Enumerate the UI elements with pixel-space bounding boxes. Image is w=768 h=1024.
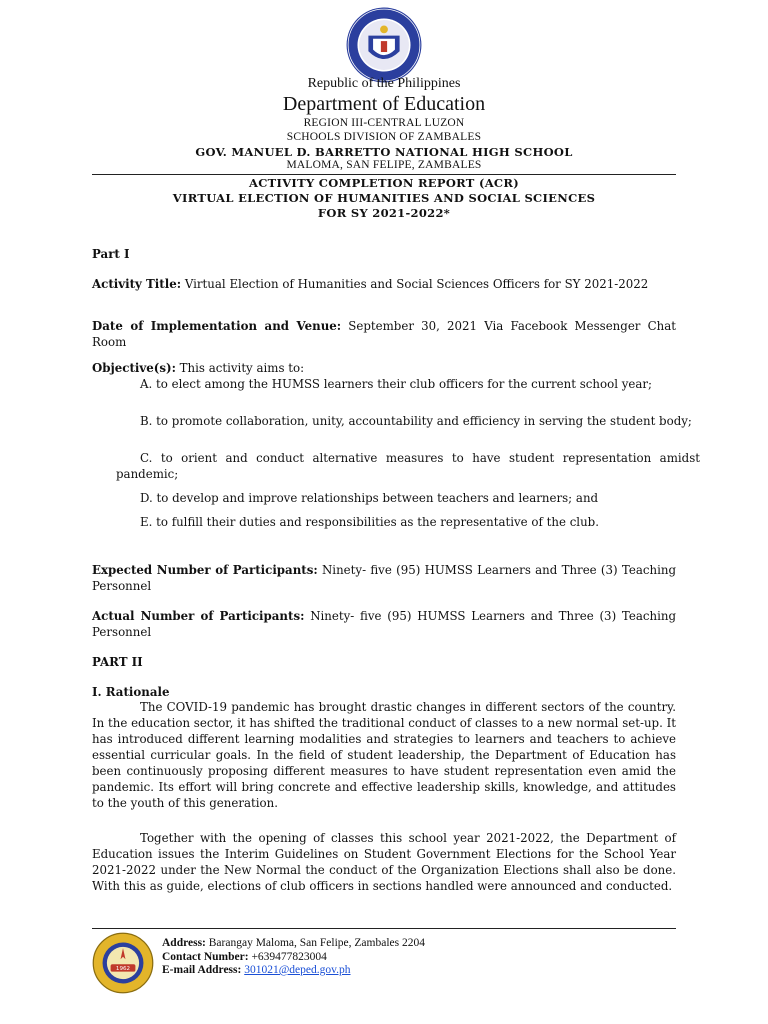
expected-participants: [92, 562, 676, 594]
school-seal-logo: [92, 932, 154, 994]
actual-participants-value: Ninety- five (95) HUMSS Learners and Three (3) Teaching Personnel: [92, 609, 676, 639]
school-seal-year: 1962: [115, 965, 131, 972]
expected-participants-label: Expected Number of Participants:: [92, 563, 318, 577]
footer-email-label: E-mail Address:: [162, 964, 242, 976]
footer-address-label: Address:: [162, 937, 206, 949]
header-divider: [92, 174, 676, 175]
footer-contact-block: [162, 937, 425, 978]
footer-divider: [92, 928, 676, 929]
activity-title: [92, 276, 676, 292]
footer-contact-label: Contact Number:: [162, 950, 249, 963]
report-title: ACTIVITY COMPLETION REPORT (ACR): [249, 176, 519, 190]
division-line: SCHOOLS DIVISION OF ZAMBALES: [286, 131, 482, 143]
school-name: GOV. MANUEL D. BARRETTO NATIONAL HIGH SCHOOL: [195, 145, 573, 159]
date-venue: [92, 318, 676, 350]
objectives-line: [92, 360, 676, 376]
footer-email: [162, 964, 425, 978]
part2-heading: PART II: [92, 655, 143, 669]
objective-item-a: A. to elect among the HUMSS learners their club officers for the current school year;: [140, 377, 653, 391]
objective-item-d: D. to develop and improve relationships between teachers and learners; and: [140, 491, 599, 505]
rationale-paragraph-1: The COVID-19 pandemic has brought drastic changes in different sectors of the country. In the education sector, it has shifted the traditional conduct of classes to a new normal set-up. It has introduced different learning modalities and strategies to learners and teachers to achieve essential curricular goals. In the field of student leadership, the Department of Education has been continuously proposing different measures to have student representation even amid the pandemic. Its effort will bring concrete and effective leadership skills, knowledge, and attitudes to the youth of this generation.: [92, 700, 677, 810]
objective-item-b: B. to promote collaboration, unity, accountability and efficiency in serving the student body;: [140, 414, 692, 428]
deped-seal-logo: [345, 6, 423, 84]
footer-address-value: Barangay Maloma, San Felipe, Zambales 2204: [205, 937, 425, 949]
objectives-label: Objective(s):: [92, 361, 176, 375]
activity-title-label: Activity Title:: [92, 277, 182, 291]
footer-address: [162, 937, 425, 951]
report-subtitle: VIRTUAL ELECTION OF HUMANITIES AND SOCIAL SCIENCES: [172, 191, 596, 205]
footer-contact-value: +639477823004: [248, 950, 327, 963]
part1-heading: Part I: [92, 247, 130, 261]
date-venue-label: Date of Implementation and Venue:: [92, 319, 342, 333]
activity-title-value: Virtual Election of Humanities and Social Sciences Officers for SY 2021-2022: [181, 277, 649, 291]
report-school-year: FOR SY 2021-2022*: [317, 206, 451, 220]
school-address: MALOMA, SAN FELIPE, ZAMBALES: [286, 159, 482, 171]
rationale-heading: I. Rationale: [92, 685, 170, 699]
republic-line: Republic of the Philippines: [307, 76, 461, 91]
rationale-paragraph-2: Together with the opening of classes this school year 2021-2022, the Department of Education issues the Interim Guidelines on Student Government Elections for the School Year 2021-2022 under the New Normal the conduct of the Organization Elections shall also be done. With this as guide, elections of club officers in sections handled were announced and conducted.: [92, 831, 676, 893]
expected-participants-value: Ninety- five (95) HUMSS Learners and Three (3) Teaching Personnel: [92, 563, 676, 593]
region-line: REGION III-CENTRAL LUZON: [303, 117, 465, 129]
department-title: Department of Education: [282, 93, 486, 115]
footer-contact: [162, 951, 425, 965]
objective-item-e: E. to fulfill their duties and responsibilities as the representative of the club.: [140, 515, 599, 529]
date-venue-value: September 30, 2021 Via Facebook Messenger Chat Room: [92, 319, 676, 349]
actual-participants-label: Actual Number of Participants:: [92, 609, 305, 623]
objective-item-c: C. to orient and conduct alternative measures to have student representation amidst pandemic;: [116, 451, 700, 481]
actual-participants: [92, 608, 676, 640]
objectives-intro: This activity aims to:: [175, 361, 305, 375]
footer-email-link[interactable]: 301021@deped.gov.ph: [244, 964, 351, 976]
